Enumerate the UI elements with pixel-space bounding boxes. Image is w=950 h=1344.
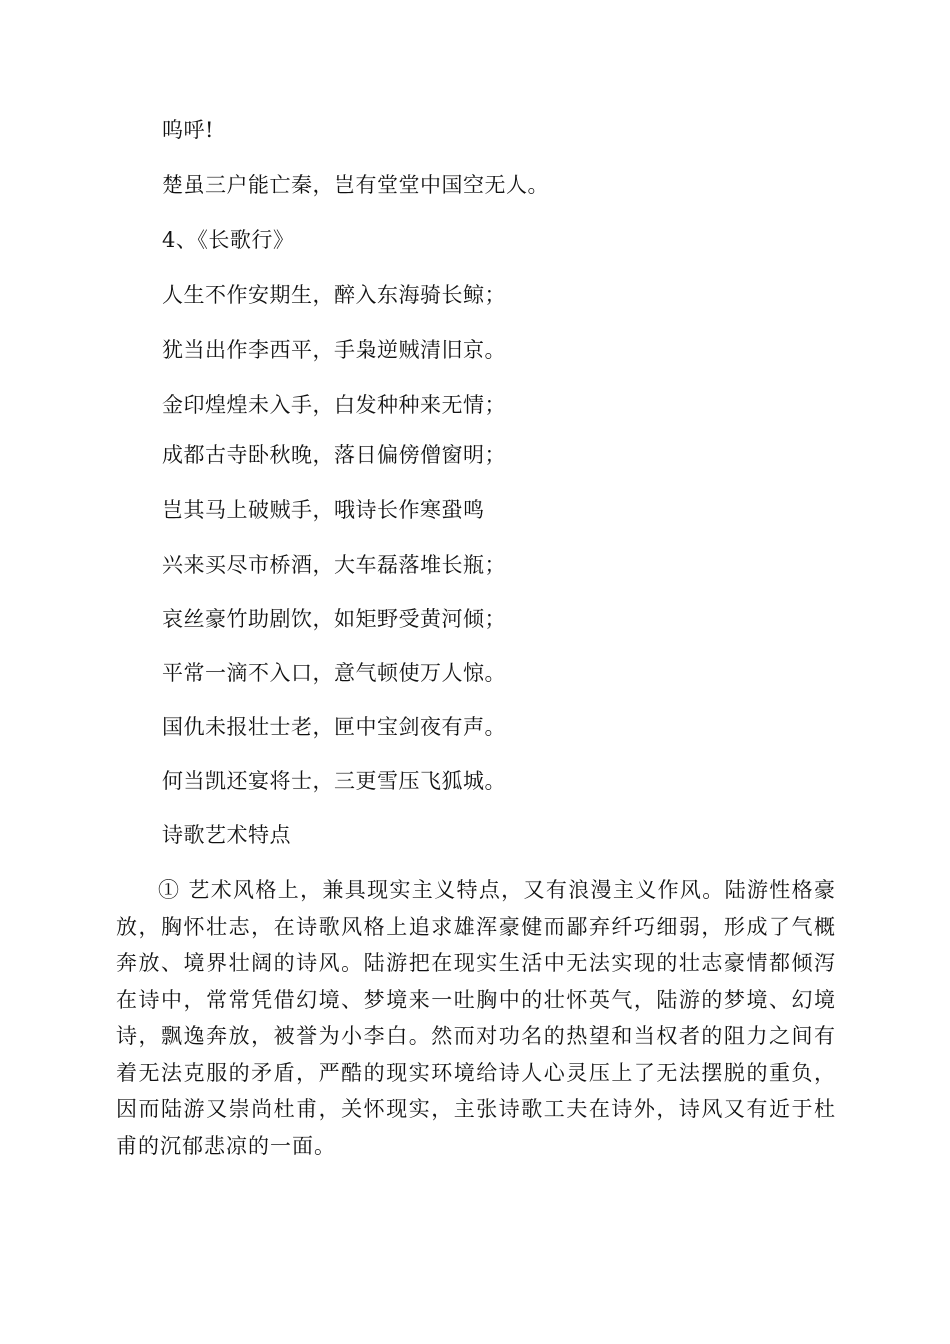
poem-line: 何当凯还宴将士，三更雪压飞狐城。 [162,769,506,793]
text-line-poem-ending: 楚虽三户能亡秦，岂有堂堂中国空无人。 [162,173,549,197]
text-line-exclamation: 呜呼! [162,118,214,142]
art-features-paragraph: ① 艺术风格上，兼具现实主义特点，又有浪漫主义作风。陆游性格豪放，胸怀壮志，在诗歌风格上追求雄浑豪健而鄙弃纤巧细弱，形成了气概奔放、境界壮阔的诗风。陆游把在现实生活中无法实现的壮志豪情都倾泻在诗中，常常凭借幻境、梦境来一吐胸中的壮怀英气，陆游的梦境、幻境诗，飘逸奔放，被誉为小李白。然而对功名的热望和当权者的阻力之间有着无法克服的矛盾，严酷的现实环境给诗人心灵压上了无法摆脱的重负，因而陆游又崇尚杜甫，关怀现实，主张诗歌工夫在诗外，诗风又有近于杜甫的沉郁悲凉的一面。 [116,878,836,1158]
poem-line: 金印煌煌未入手，白发种种来无情； [162,393,506,417]
poem-line: 兴来买尽市桥酒，大车磊落堆长瓶； [162,553,506,577]
poem-line: 国仇未报壮士老，匣中宝剑夜有声。 [162,715,506,739]
poem-line: 人生不作安期生，醉入东海骑长鲸； [162,283,506,307]
section-heading-changgexing: 4、《长歌行》 [162,228,295,252]
poem-line: 犹当出作李西平，手枭逆贼清旧京。 [162,338,506,362]
poem-line: 平常一滴不入口，意气顿使万人惊。 [162,661,506,685]
poem-line: 岂其马上破贼手，哦诗长作寒蛩鸣 [162,498,485,522]
poem-line: 哀丝豪竹助剧饮，如矩野受黄河倾； [162,607,506,631]
section-heading-art-features: 诗歌艺术特点 [162,823,291,847]
poem-line: 成都古寺卧秋晚，落日偏傍僧窗明； [162,443,506,467]
